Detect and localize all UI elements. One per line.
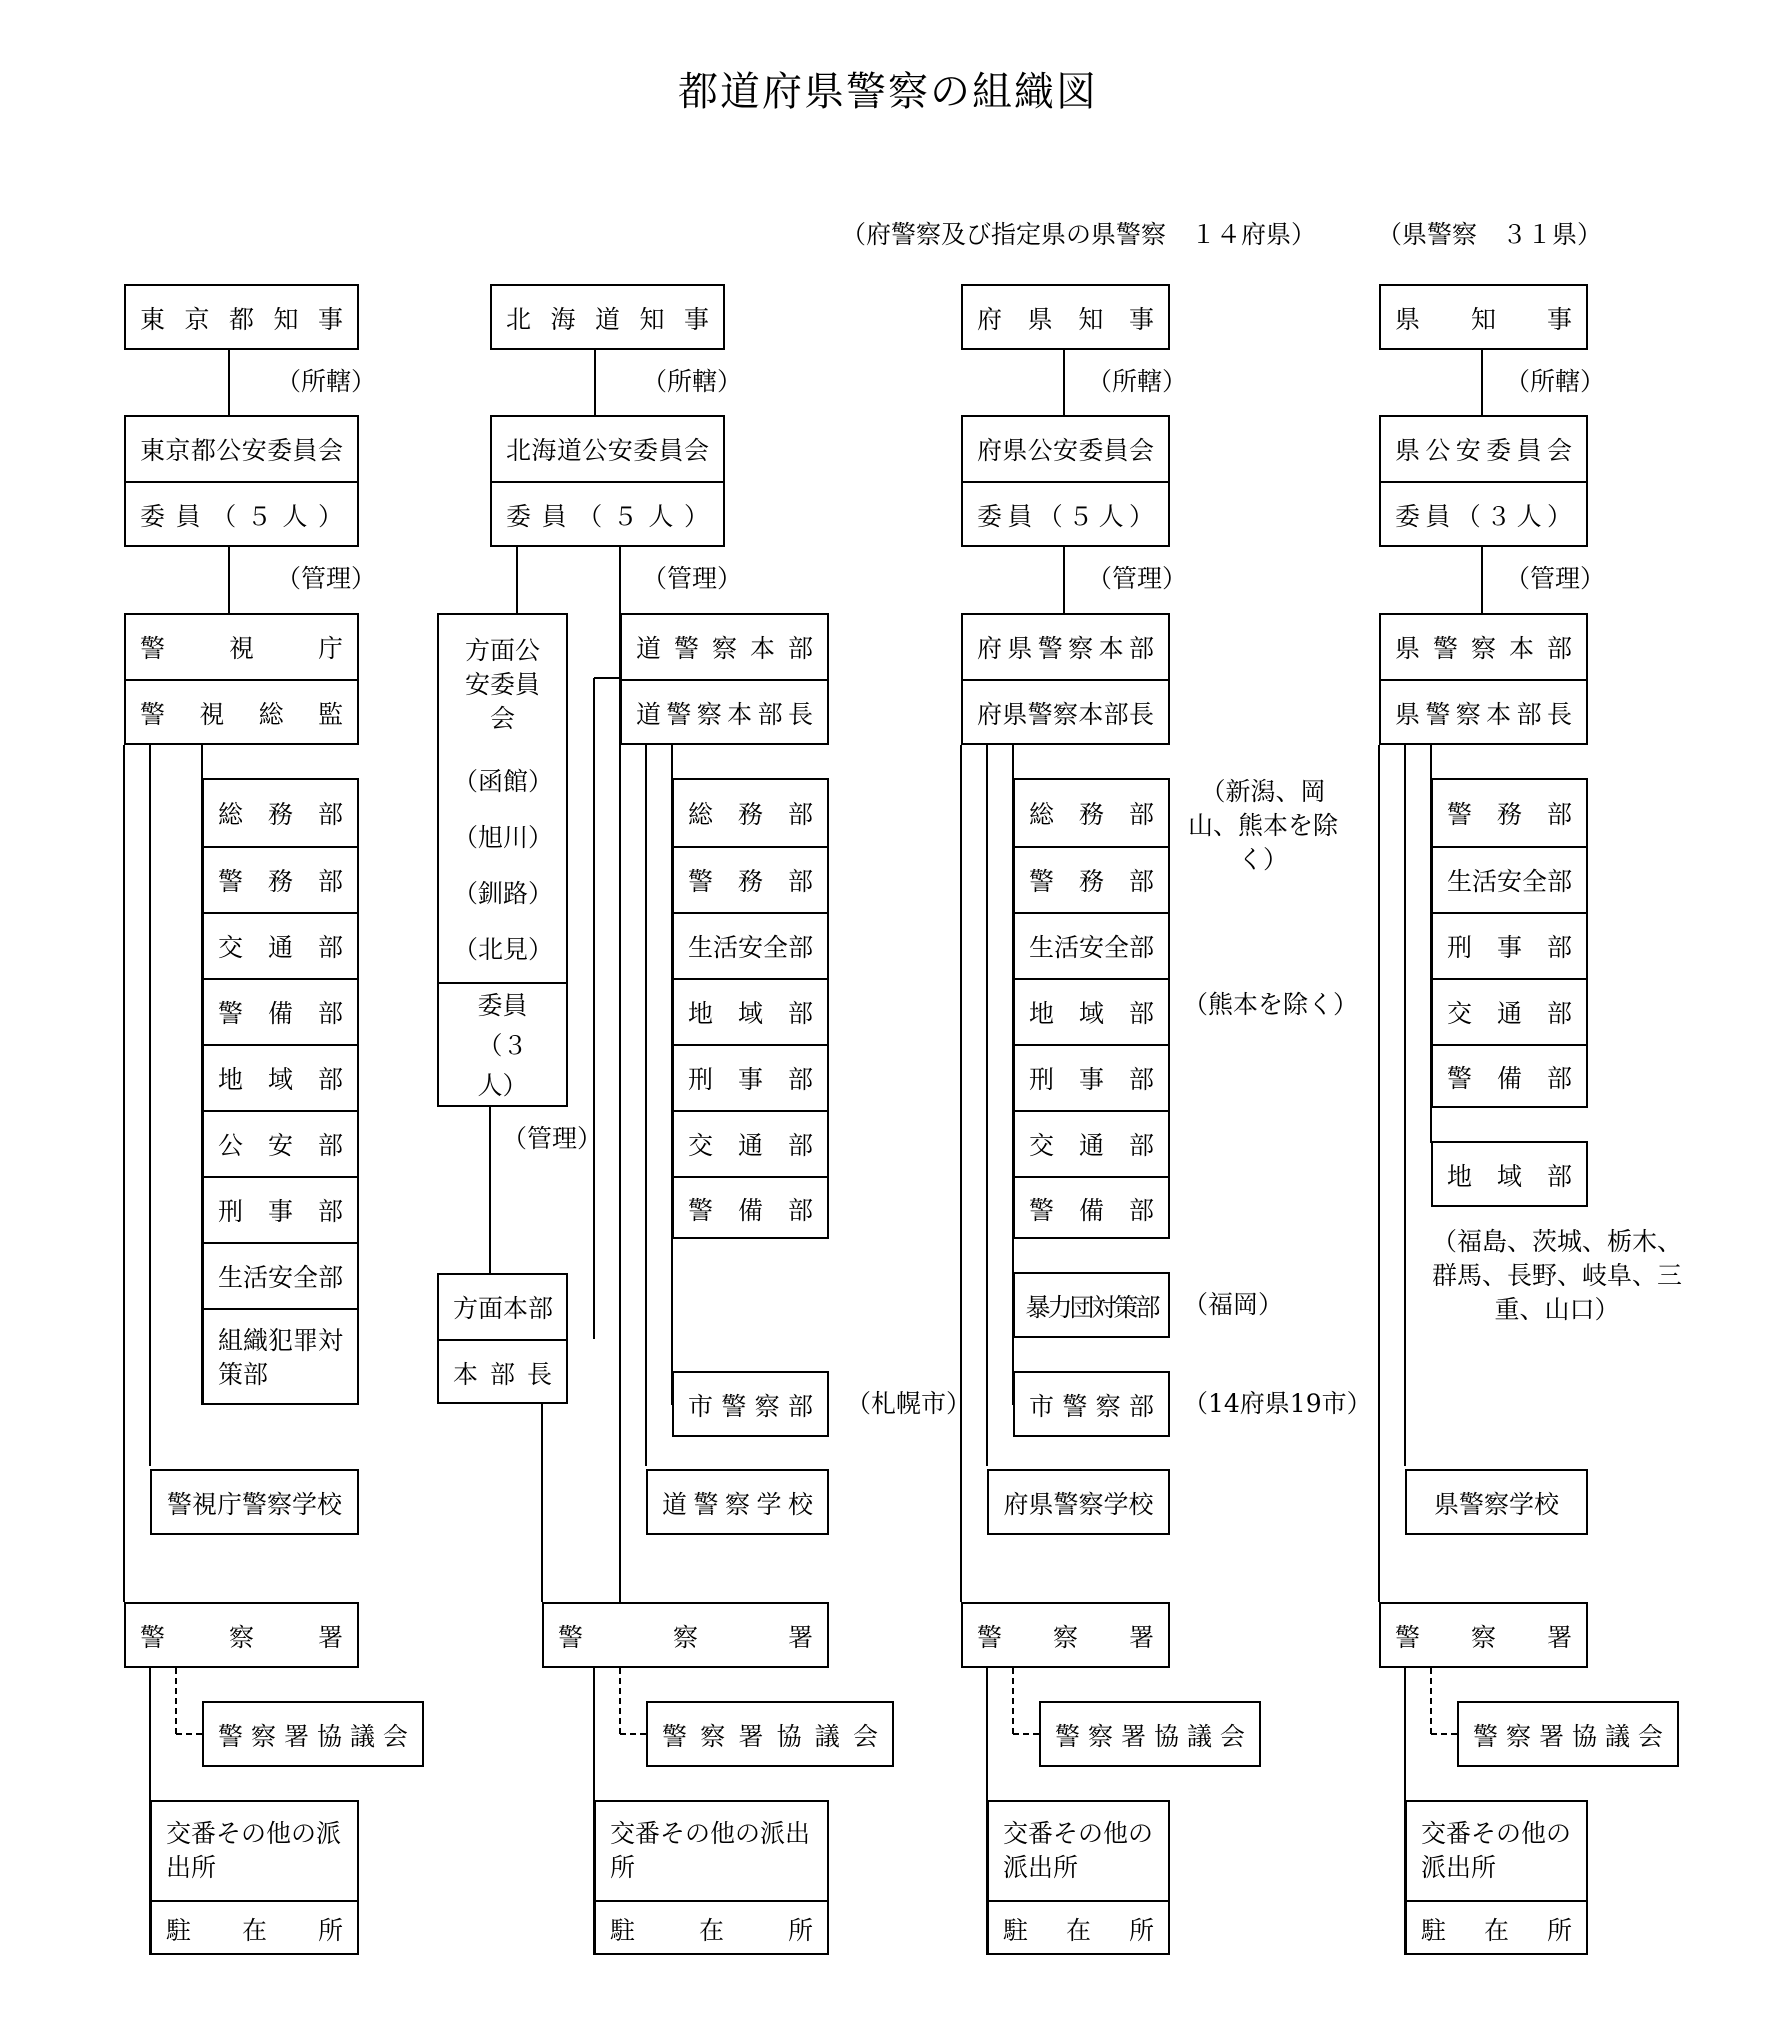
tokyo-dept: 総 務 部 xyxy=(218,800,343,829)
tokyo-dept: 警 務 部 xyxy=(204,846,357,912)
hokkaido-city-dept-box xyxy=(672,1371,829,1437)
hokkaido-dept: 地 域 部 xyxy=(674,978,827,1044)
ken-dept: 生 活 安 全 部 xyxy=(1433,846,1586,912)
fuken-commission: 府 県 公 安 委 員 会 xyxy=(977,436,1154,465)
fuken-hq: 府 県 警 察 本 部 xyxy=(977,634,1154,663)
hokkaido-area-chief: 本 部 長 xyxy=(439,1339,566,1404)
hokkaido-commission-box xyxy=(490,415,725,547)
tokyo-departments-box xyxy=(202,778,359,1405)
hokkaido-dept: 総 務 部 xyxy=(688,800,813,829)
tokyo-commission: 東 京 都 公 安 委 員 会 xyxy=(140,436,343,465)
ken-station-box xyxy=(1379,1602,1588,1668)
fuken-koban: 交番その他の派出所 xyxy=(1003,1819,1154,1882)
hokkaido-area-hq: 方 面 本 部 xyxy=(453,1294,554,1323)
tokyo-dept: 組織犯罪対策部 xyxy=(204,1308,357,1405)
ken-commission: 県 公 安 委 員 会 xyxy=(1395,436,1572,465)
tokyo-commission-box xyxy=(124,415,359,547)
fuken-commission-box xyxy=(961,415,1170,547)
tokyo-dept: 地 域 部 xyxy=(204,1044,357,1110)
fuken-chief: 府 県 警 察 本 部 長 xyxy=(963,679,1168,745)
hokkaido-area-kanri-label: （管理） xyxy=(502,1124,603,1153)
fuken-city-dept: 市 警 察 部 xyxy=(1029,1392,1154,1421)
ken-departments-box xyxy=(1431,778,1588,1108)
ken-koban-box xyxy=(1405,1800,1588,1955)
tokyo-chuzai: 駐 在 所 xyxy=(152,1900,357,1955)
fuken-school: 府県警察学校 xyxy=(1003,1490,1154,1519)
hokkaido-departments-box xyxy=(672,778,829,1239)
ken-governor-box xyxy=(1379,284,1588,350)
hokkaido-area-asahikawa: （旭川） xyxy=(453,822,554,852)
fuken-koban-box xyxy=(987,1800,1170,1955)
fuken-dept: 警 備 部 xyxy=(1015,1176,1168,1239)
fuken-governor: 府 県 知 事 xyxy=(977,305,1154,334)
hokkaido-chief: 道 警 察 本 部 長 xyxy=(622,679,827,745)
ken-members: 委 員 （ ３ 人 ） xyxy=(1381,481,1586,547)
hokkaido-council-box xyxy=(646,1701,894,1767)
ken-chiiki-box xyxy=(1431,1141,1588,1207)
tokyo-station: 警 察 署 xyxy=(140,1623,343,1652)
tokyo-shokatsu-label: （所轄） xyxy=(276,367,377,396)
hokkaido-dept: 警 務 部 xyxy=(674,846,827,912)
tokyo-dept: 公 安 部 xyxy=(204,1110,357,1176)
ken-chiiki: 地 域 部 xyxy=(1447,1162,1572,1191)
hokkaido-area-commission-box xyxy=(437,613,568,1107)
fuken-dept: 総 務 部 xyxy=(1029,800,1154,829)
ken-school-box xyxy=(1405,1469,1588,1535)
tokyo-members: 委 員 （ ５ 人 ） xyxy=(126,481,357,547)
hokkaido-governor-box xyxy=(490,284,725,350)
hokkaido-shokatsu-label: （所轄） xyxy=(642,367,743,396)
tokyo-council-box xyxy=(202,1701,424,1767)
tokyo-school: 警視庁警察学校 xyxy=(166,1490,342,1519)
hokkaido-area-commission xyxy=(439,615,566,982)
ken-shokatsu-label: （所轄） xyxy=(1505,367,1606,396)
ken-dept: 警 務 部 xyxy=(1447,800,1572,829)
header-ken: （県警察 ３１県） xyxy=(1377,220,1603,249)
ken-chief: 県 警 察 本 部 長 xyxy=(1381,679,1586,745)
ken-commission-box xyxy=(1379,415,1588,547)
tokyo-dept: 交 通 部 xyxy=(204,912,357,978)
fuken-dept: 警 務 部 xyxy=(1015,846,1168,912)
hokkaido-city-note: （札幌市） xyxy=(846,1389,972,1418)
ken-council-box xyxy=(1457,1701,1679,1767)
fuken-hq-box xyxy=(961,613,1170,745)
ken-hq: 県 警 察 本 部 xyxy=(1395,634,1572,663)
ken-council: 警 察 署 協 議 会 xyxy=(1473,1722,1663,1751)
hokkaido-dept: 刑 事 部 xyxy=(674,1044,827,1110)
fuken-dept: 生 活 安 全 部 xyxy=(1015,912,1168,978)
tokyo-governor-box xyxy=(124,284,359,350)
tokyo-council: 警 察 署 協 議 会 xyxy=(218,1722,408,1751)
hokkaido-station-box xyxy=(542,1602,829,1668)
hokkaido-kanri-label: （管理） xyxy=(642,564,743,593)
ken-dept: 警 備 部 xyxy=(1433,1044,1586,1108)
tokyo-koban: 交番その他の派出所 xyxy=(166,1819,342,1882)
tokyo-hq: 警 視 庁 xyxy=(140,634,343,663)
fuken-council-box xyxy=(1039,1701,1261,1767)
tokyo-dept: 刑 事 部 xyxy=(204,1176,357,1242)
fuken-boryokudan-note: （福岡） xyxy=(1183,1290,1284,1319)
fuken-departments-box xyxy=(1013,778,1170,1239)
fuken-dept: 刑 事 部 xyxy=(1015,1044,1168,1110)
ken-chuzai: 駐 在 所 xyxy=(1407,1900,1586,1955)
hokkaido-station: 警 察 署 xyxy=(558,1623,813,1652)
fuken-city-dept-box xyxy=(1013,1371,1170,1437)
ken-koban: 交番その他の派出所 xyxy=(1421,1819,1572,1882)
hokkaido-chuzai: 駐 在 所 xyxy=(596,1900,827,1955)
tokyo-kanri-label: （管理） xyxy=(276,564,377,593)
hokkaido-city-dept: 市 警 察 部 xyxy=(688,1392,813,1421)
hokkaido-area-commission-title: 方面公安委員会 xyxy=(464,635,540,733)
tokyo-koban-box xyxy=(150,1800,359,1955)
tokyo-dept: 生 活 安 全 部 xyxy=(204,1242,357,1308)
tokyo-governor: 東 京 都 知 事 xyxy=(140,305,343,334)
tokyo-station-box xyxy=(124,1602,359,1668)
ken-hq-box xyxy=(1379,613,1588,745)
hokkaido-area-hq-box xyxy=(437,1273,568,1404)
ken-station: 警 察 署 xyxy=(1395,1623,1572,1652)
hokkaido-members: 委 員 （ ５ 人 ） xyxy=(492,481,723,547)
ken-school: 県警察学校 xyxy=(1433,1490,1559,1519)
fuken-council: 警 察 署 協 議 会 xyxy=(1055,1722,1245,1751)
fuken-dept: 地 域 部 xyxy=(1015,978,1168,1044)
tokyo-dept: 警 備 部 xyxy=(204,978,357,1044)
ken-chiiki-note: （福島、茨城、栃木、群馬、長野、岐阜、三重、山口） xyxy=(1432,1227,1683,1324)
fuken-dept: 交 通 部 xyxy=(1015,1110,1168,1176)
page-title: 都道府県警察の組織図 xyxy=(678,69,1098,115)
hokkaido-area-kitami: （北見） xyxy=(453,934,554,964)
hokkaido-hq-box xyxy=(620,613,829,745)
hokkaido-school: 道 警 察 学 校 xyxy=(662,1490,813,1519)
header-fu-shitei: （府警察及び指定県の県警察 １４府県） xyxy=(841,220,1317,249)
fuken-station-box xyxy=(961,1602,1170,1668)
hokkaido-council: 警 察 署 協 議 会 xyxy=(662,1722,878,1751)
fuken-governor-box xyxy=(961,284,1170,350)
fuken-members: 委 員 （ ５ 人 ） xyxy=(963,481,1168,547)
hokkaido-dept: 警 備 部 xyxy=(674,1176,827,1239)
fuken-boryokudan: 暴力団対策部 xyxy=(1025,1293,1158,1322)
fuken-station: 警 察 署 xyxy=(977,1623,1154,1652)
fuken-note-somu: （新潟、岡山、熊本を除く） xyxy=(1187,777,1338,874)
hokkaido-area-hakodate: （函館） xyxy=(453,766,554,796)
hokkaido-area-kushiro: （釧路） xyxy=(453,878,554,908)
hokkaido-governor: 北 海 道 知 事 xyxy=(506,305,709,334)
fuken-note-chiiki: （熊本を除く） xyxy=(1183,990,1359,1019)
hokkaido-koban-box xyxy=(594,1800,829,1955)
fuken-chuzai: 駐 在 所 xyxy=(989,1900,1168,1955)
ken-kanri-label: （管理） xyxy=(1505,564,1606,593)
hokkaido-school-box xyxy=(646,1469,829,1535)
fuken-school-box xyxy=(987,1469,1170,1535)
hokkaido-dept: 生 活 安 全 部 xyxy=(674,912,827,978)
hokkaido-area-members: 委員（３人） xyxy=(439,982,566,1107)
fuken-kanri-label: （管理） xyxy=(1087,564,1188,593)
hokkaido-commission: 北 海 道 公 安 委 員 会 xyxy=(506,436,709,465)
ken-dept: 刑 事 部 xyxy=(1433,912,1586,978)
hokkaido-hq: 道 警 察 本 部 xyxy=(636,634,813,663)
tokyo-school-box xyxy=(150,1469,359,1535)
hokkaido-koban: 交番その他の派出所 xyxy=(610,1819,811,1882)
fuken-boryokudan-box xyxy=(1013,1272,1170,1338)
tokyo-chief: 警 視 総 監 xyxy=(126,679,357,745)
ken-dept: 交 通 部 xyxy=(1433,978,1586,1044)
fuken-city-note: （14府県19市） xyxy=(1183,1389,1372,1418)
tokyo-hq-box xyxy=(124,613,359,745)
fuken-shokatsu-label: （所轄） xyxy=(1087,367,1188,396)
hokkaido-dept: 交 通 部 xyxy=(674,1110,827,1176)
ken-governor: 県 知 事 xyxy=(1395,305,1572,334)
